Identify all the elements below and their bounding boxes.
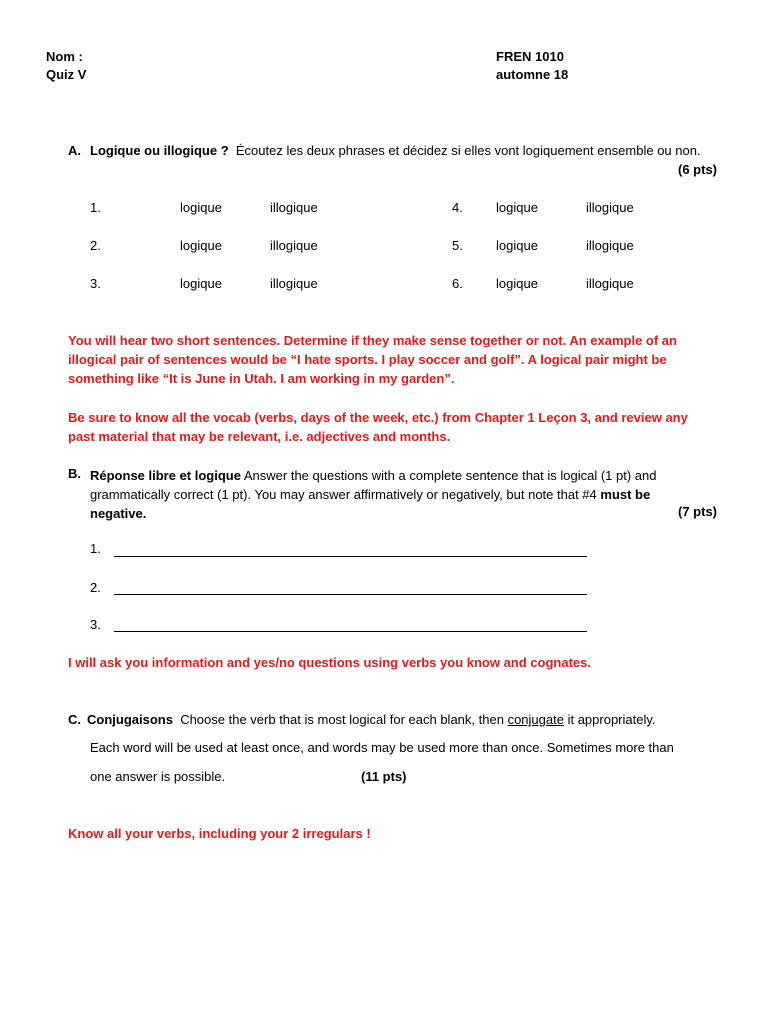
section-c-line-2: Each word will be used at least once, and words may be used more than once. Sometimes more than (90, 740, 674, 755)
section-c-line-1 (87, 712, 656, 727)
course-code: FREN 1010 (496, 49, 564, 64)
option-illogique[interactable]: illogique (586, 276, 634, 291)
section-c-text-b: it appropriately. (567, 712, 656, 727)
item-number: 3. (90, 276, 101, 291)
section-c-underlined: conjugate (507, 712, 564, 727)
section-a-letter: A. (68, 143, 81, 158)
section-b-instructions-block (90, 466, 702, 523)
answer-line-3[interactable] (114, 631, 587, 632)
option-logique[interactable]: logique (496, 276, 538, 291)
option-logique[interactable]: logique (180, 200, 222, 215)
answer-line-2[interactable] (114, 594, 587, 595)
section-c-title: Conjugaisons (87, 712, 173, 727)
item-number: 1. (90, 541, 101, 556)
option-logique[interactable]: logique (180, 276, 222, 291)
option-logique[interactable]: logique (496, 238, 538, 253)
section-b-title: Réponse libre et logique (90, 468, 241, 483)
section-a-title: Logique ou illogique ? (90, 143, 229, 158)
section-a-instructions: Écoutez les deux phrases et décidez si elles vont logiquement ensemble ou non. (235, 143, 701, 158)
section-b-instructions: Answer the questions with a complete sentence that is logical (1 pt) and grammatically correct (1 pt). You may answer affirmatively or negatively, but note that #4 (90, 468, 657, 502)
section-c-text-a: Choose the verb that is most logical for each blank, then (180, 712, 504, 727)
option-illogique[interactable]: illogique (586, 238, 634, 253)
section-a-points: (6 pts) (678, 162, 717, 177)
quiz-label: Quiz V (46, 67, 87, 82)
option-illogique[interactable]: illogique (586, 200, 634, 215)
section-b-points: (7 pts) (678, 504, 717, 519)
section-b-letter: B. (68, 466, 81, 481)
term-label: automne 18 (496, 67, 569, 82)
item-number: 4. (452, 200, 463, 215)
section-c-letter: C. (68, 712, 81, 727)
section-a-heading (90, 143, 701, 158)
section-b-emphasis: must be negative. (90, 487, 651, 521)
section-c-points: (11 pts) (361, 769, 407, 784)
section-b-note: I will ask you information and yes/no questions using verbs you know and cognates. (68, 655, 591, 670)
item-number: 5. (452, 238, 463, 253)
option-illogique[interactable]: illogique (270, 276, 318, 291)
item-number: 2. (90, 238, 101, 253)
item-number: 2. (90, 580, 101, 595)
section-a-note-1: You will hear two short sentences. Determine if they make sense together or not. An example of an illogical pair of sentences would be “I hate sports. I play soccer and golf”. A logical pair might be something like “It is June in Utah. I am working in my garden”. (68, 333, 677, 386)
section-c-line-3: one answer is possible. (90, 769, 226, 784)
option-logique[interactable]: logique (496, 200, 538, 215)
item-number: 3. (90, 617, 101, 632)
option-illogique[interactable]: illogique (270, 200, 318, 215)
section-c-note: Know all your verbs, including your 2 irregulars ! (68, 826, 371, 841)
section-a-note-2: Be sure to know all the vocab (verbs, days of the week, etc.) from Chapter 1 Leçon 3, and review any past material that may be relevant, i.e. adjectives and months. (68, 410, 688, 444)
option-logique[interactable]: logique (180, 238, 222, 253)
nom-label: Nom : (46, 49, 83, 64)
answer-line-1[interactable] (114, 556, 587, 557)
item-number: 1. (90, 200, 101, 215)
option-illogique[interactable]: illogique (270, 238, 318, 253)
item-number: 6. (452, 276, 463, 291)
